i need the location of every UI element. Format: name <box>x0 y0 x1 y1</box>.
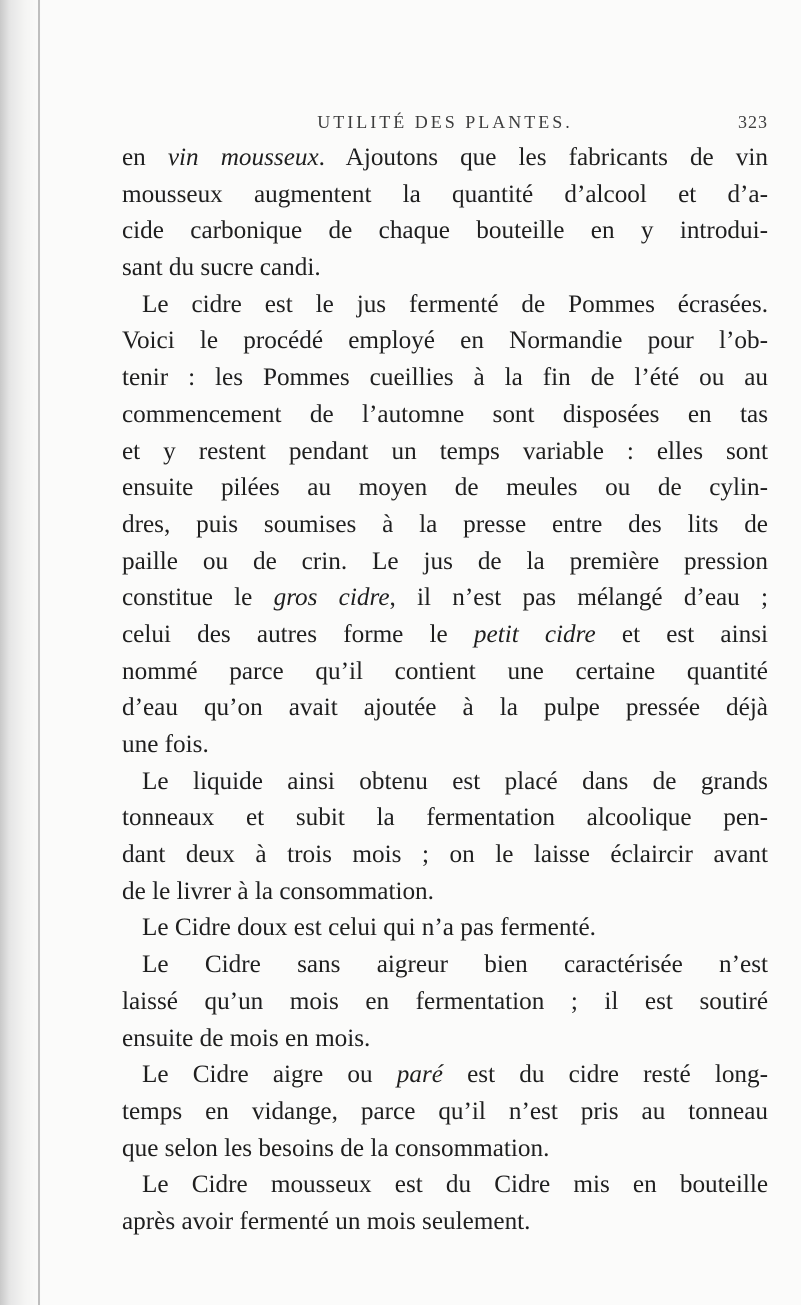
text-line: dres, puis soumises à la presse entre des lits de <box>122 510 768 538</box>
text-line: tonneaux et subit la fermentation alcoolique pen- <box>122 804 768 832</box>
text-line: celui des autres forme le petit cidre et est ainsi <box>122 620 768 648</box>
text-line: ensuite de mois en mois. <box>122 1024 371 1052</box>
paragraph-start: Le Cidre mousseux est du Cidre mis en bouteille <box>142 1171 768 1199</box>
text-line: et y restent pendant un temps variable : elles sont <box>122 437 768 465</box>
text-line: tenir : les Pommes cueillies à la fin de l’été ou au <box>122 364 768 392</box>
text-line: temps en vidange, parce qu’il n’est pris au tonneau <box>122 1097 768 1125</box>
page-number: 323 <box>738 112 768 132</box>
text-line: ensuite pilées au moyen de meules ou de cylin- <box>122 474 768 502</box>
text-line: sant du sucre candi. <box>122 254 321 282</box>
paragraph-start: Le Cidre sans aigreur bien caractérisée n’est <box>142 951 768 979</box>
text-line: en vin mousseux. Ajoutons que les fabricants de vin <box>122 144 768 171</box>
text-line: mousseux augmentent la quantité d’alcool et d’a- <box>122 180 768 208</box>
text-line: laissé qu’un mois en fermentation ; il est soutiré <box>122 987 768 1015</box>
text-line: cide carbonique de chaque bouteille en y introdui- <box>122 217 768 245</box>
binding-edge <box>38 0 40 1305</box>
running-head: UTILITÉ DES PLANTES. <box>317 112 573 132</box>
page-header <box>122 112 768 142</box>
paragraph-start: Le Cidre aigre ou paré est du cidre resté long- <box>142 1061 768 1089</box>
text-line: Voici le procédé employé en Normandie pour l’ob- <box>122 327 768 355</box>
text-line: que selon les besoins de la consommation. <box>122 1134 550 1162</box>
text-line: nommé parce qu’il contient une certaine quantité <box>122 657 768 685</box>
binding-shadow <box>0 0 42 1305</box>
text-line: une fois. <box>122 731 209 758</box>
paragraph-start: Le Cidre doux est celui qui n’a pas fermenté. <box>142 914 596 942</box>
text-line: de le livrer à la consommation. <box>122 877 434 905</box>
paragraph-start: Le liquide ainsi obtenu est placé dans de grands <box>142 767 768 795</box>
body-text <box>122 140 768 1241</box>
text-line: après avoir fermenté un mois seulement. <box>122 1207 531 1235</box>
text-line: commencement de l’automne sont disposées en tas <box>122 400 768 428</box>
text-line: paille ou de crin. Le jus de la première pression <box>122 547 768 575</box>
text-line: dant deux à trois mois ; on le laisse éclaircir avant <box>122 841 768 869</box>
text-line: constitue le gros cidre, il n’est pas mélangé d’eau ; <box>122 584 768 612</box>
text-line: d’eau qu’on avait ajoutée à la pulpe pressée déjà <box>122 694 768 722</box>
paragraph-start: Le cidre est le jus fermenté de Pommes écrasées. <box>142 290 768 318</box>
